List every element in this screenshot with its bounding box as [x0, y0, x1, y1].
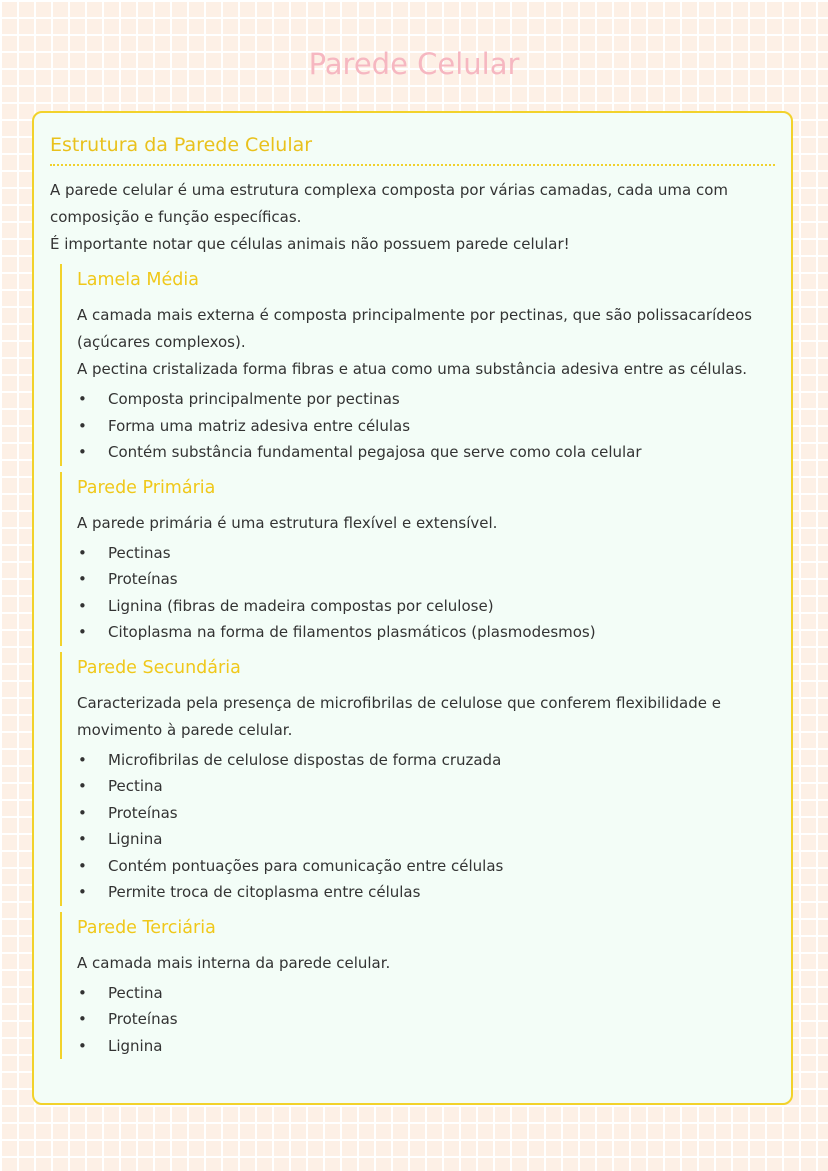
bullet-icon: •: [78, 1036, 87, 1055]
list-item-text: Citoplasma na forma de filamentos plasmáticos (plasmodesmos): [108, 623, 596, 641]
list-item: [77, 826, 775, 853]
bullet-icon: •: [78, 623, 87, 641]
section-title: Parede Terciária: [77, 917, 216, 938]
list-item-text: Lignina (fibras de madeira compostas por celulose): [108, 596, 494, 615]
section-paragraph: A camada mais interna da parede celular.: [77, 953, 391, 972]
list-item: [77, 386, 775, 413]
bullet-icon: •: [78, 443, 87, 461]
bullet-icon: •: [78, 570, 87, 588]
bullet-icon: •: [78, 390, 87, 408]
intro-paragraph: É importante notar que células animais não possuem parede celular!: [50, 235, 570, 253]
list-item-text: Composta principalmente por pectinas: [108, 390, 400, 408]
bullet-list: [77, 747, 775, 906]
content-card: [32, 111, 793, 1105]
list-item-text: Permite troca de citoplasma entre células: [108, 883, 421, 901]
list-item-text: Forma uma matriz adesiva entre células: [108, 416, 411, 435]
section-parede-primaria: [60, 472, 775, 646]
section-paragraph: A parede primária é uma estrutura flexível e extensível.: [77, 513, 498, 532]
list-item-text: Lignina: [108, 830, 163, 848]
section-title: Lamela Média: [77, 270, 199, 290]
intro-paragraph: A parede celular é uma estrutura complexa composta por várias camadas, cada uma com composição e função específicas.: [50, 181, 729, 226]
list-item: [77, 439, 775, 466]
bullet-list: [77, 980, 775, 1060]
list-item: [77, 566, 775, 593]
bullet-icon: •: [78, 1010, 87, 1028]
section-paragraph: A pectina cristalizada forma fibras e atua como uma substância adesiva entre as células.: [77, 360, 748, 378]
section-description: [77, 950, 775, 977]
bullet-icon: •: [78, 416, 87, 435]
bullet-icon: •: [78, 777, 87, 795]
list-item-text: Proteínas: [108, 1010, 178, 1028]
bullet-icon: •: [78, 883, 87, 901]
list-item: [77, 619, 775, 646]
bullet-icon: •: [78, 543, 87, 562]
list-item: [77, 593, 775, 620]
bullet-icon: •: [78, 830, 87, 848]
section-description: [77, 510, 775, 537]
list-item: [77, 980, 775, 1007]
list-item-text: Pectina: [108, 777, 163, 795]
bullet-icon: •: [78, 750, 87, 769]
bullet-icon: •: [78, 596, 87, 615]
section-title: Parede Secundária: [77, 657, 241, 678]
list-item: [77, 1006, 775, 1033]
list-item: [77, 853, 775, 880]
section-lamela-media: [60, 264, 775, 466]
list-item-text: Lignina: [108, 1036, 163, 1055]
list-item: [77, 747, 775, 774]
section-title: Parede Primária: [77, 477, 216, 498]
section-description: [77, 690, 775, 744]
section-paragraph: A camada mais externa é composta principalmente por pectinas, que são polissacarídeos (açúcares complexos).: [77, 306, 752, 351]
list-item-text: Proteínas: [108, 803, 178, 822]
bullet-icon: •: [78, 803, 87, 822]
list-item: [77, 540, 775, 567]
card-title: Estrutura da Parede Celular: [50, 133, 775, 166]
list-item: [77, 1033, 775, 1060]
bullet-icon: •: [78, 983, 87, 1002]
list-item: [77, 800, 775, 827]
page-title: Parede Celular: [308, 47, 520, 81]
list-item-text: Proteínas: [108, 570, 178, 588]
bullet-list: [77, 540, 775, 646]
list-item-text: Contém pontuações para comunicação entre células: [108, 856, 504, 875]
list-item: [77, 413, 775, 440]
section-parede-secundaria: [60, 652, 775, 906]
list-item-text: Pectinas: [108, 543, 171, 562]
bullet-list: [77, 386, 775, 466]
list-item-text: Microfibrilas de celulose dispostas de forma cruzada: [108, 750, 502, 769]
section-description: [77, 302, 775, 383]
list-item-text: Contém substância fundamental pegajosa que serve como cola celular: [108, 443, 642, 461]
list-item: [77, 773, 775, 800]
list-item: [77, 879, 775, 906]
bullet-icon: •: [78, 856, 87, 875]
sections-container: [50, 264, 775, 1059]
intro-text: [50, 177, 775, 258]
list-item-text: Pectina: [108, 983, 163, 1002]
section-parede-terciaria: [60, 912, 775, 1060]
section-paragraph: Caracterizada pela presença de microfibrilas de celulose que conferem flexibilidade e movimento à parede celular.: [77, 693, 721, 739]
